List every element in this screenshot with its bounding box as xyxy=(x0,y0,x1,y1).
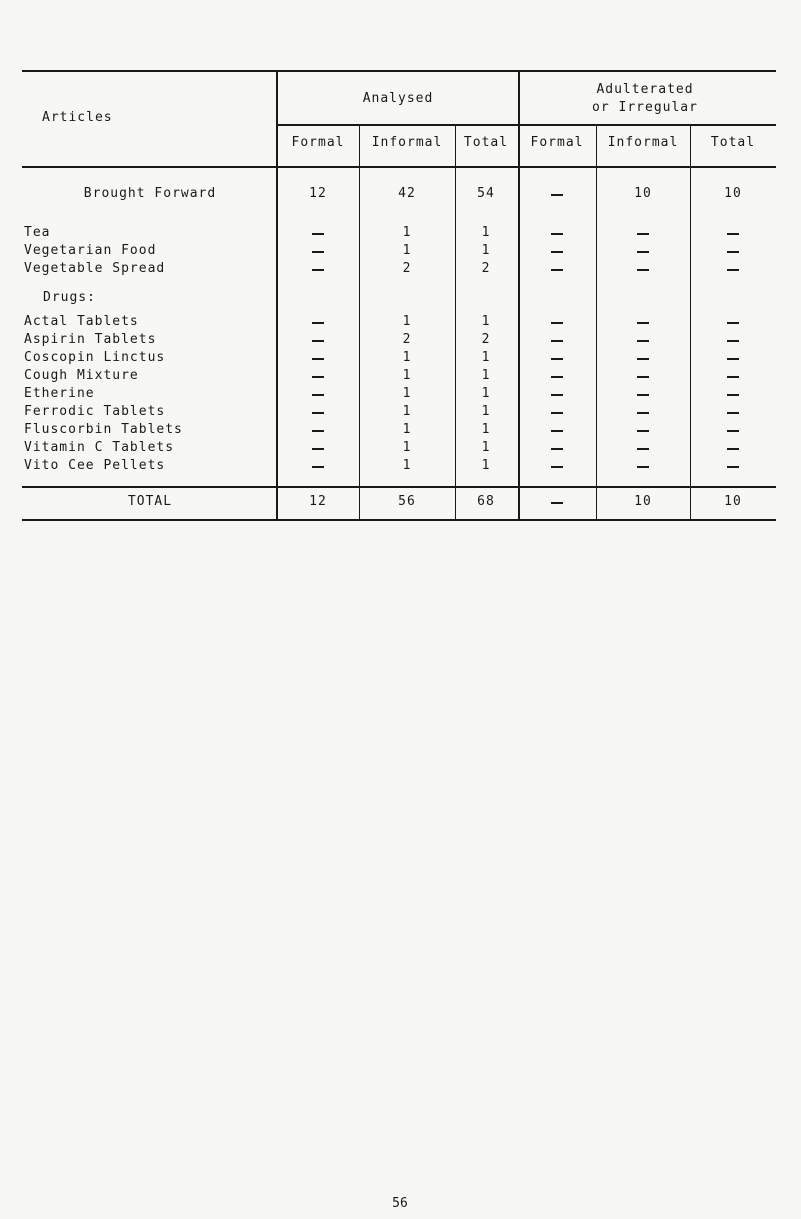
subheader-rule xyxy=(277,124,776,126)
cell-x-informal-dash xyxy=(637,251,649,253)
total-x-total: 10 xyxy=(724,494,742,509)
cell-x-formal-dash xyxy=(551,340,563,342)
cell-x-formal-dash xyxy=(551,430,563,432)
row-label: Fluscorbin Tablets xyxy=(24,422,183,437)
cell-x-formal-dash xyxy=(551,448,563,450)
cell-x-formal-dash xyxy=(551,269,563,271)
cell-x-informal-dash xyxy=(637,322,649,324)
cell-a-formal-dash xyxy=(312,322,324,324)
cell-a-total: 1 xyxy=(481,422,491,437)
cell-x-informal-dash xyxy=(637,340,649,342)
cell-x-informal: 10 xyxy=(634,186,652,201)
page-number: 56 xyxy=(392,1196,408,1211)
cell-a-total: 1 xyxy=(481,458,491,473)
row-label: Tea xyxy=(24,225,51,240)
row-label: Vegetarian Food xyxy=(24,243,157,258)
cell-a-informal: 1 xyxy=(402,422,412,437)
cell-x-total-dash xyxy=(727,430,739,432)
total-a-formal: 12 xyxy=(309,494,327,509)
cell-x-formal-dash xyxy=(551,412,563,414)
cell-x-informal-dash xyxy=(637,376,649,378)
header-adulterated-line2: or Irregular xyxy=(592,100,698,115)
col-divider-analysed xyxy=(518,70,520,520)
cell-x-total-dash xyxy=(727,412,739,414)
cell-a-total: 2 xyxy=(481,261,491,276)
cell-a-informal: 1 xyxy=(402,404,412,419)
cell-x-formal-dash xyxy=(551,394,563,396)
cell-a-informal: 2 xyxy=(402,261,412,276)
row-label: Brought Forward xyxy=(83,186,217,201)
cell-a-total: 54 xyxy=(477,186,495,201)
cell-a-informal: 1 xyxy=(402,458,412,473)
cell-x-formal-dash xyxy=(551,376,563,378)
header-bottom-rule xyxy=(22,166,776,168)
cell-a-informal: 1 xyxy=(402,386,412,401)
cell-a-total: 1 xyxy=(481,350,491,365)
cell-a-total: 1 xyxy=(481,314,491,329)
cell-x-total-dash xyxy=(727,340,739,342)
total-a-total: 68 xyxy=(477,494,495,509)
header-adulterated-line1: Adulterated xyxy=(596,82,694,97)
cell-a-total: 1 xyxy=(481,440,491,455)
row-label: Cough Mixture xyxy=(24,368,139,383)
cell-x-informal-dash xyxy=(637,448,649,450)
cell-a-formal-dash xyxy=(312,394,324,396)
cell-x-formal-dash xyxy=(551,466,563,468)
subheader-analysed-total: Total xyxy=(463,135,509,150)
cell-x-formal-dash xyxy=(551,233,563,235)
cell-a-informal: 42 xyxy=(398,186,416,201)
subheader-adulterated-informal: Informal xyxy=(607,135,679,150)
cell-a-formal: 12 xyxy=(309,186,327,201)
table-bottom-rule xyxy=(22,519,776,521)
cell-a-total: 1 xyxy=(481,404,491,419)
cell-x-total-dash xyxy=(727,466,739,468)
table-top-rule xyxy=(22,70,776,72)
total-x-formal-dash xyxy=(551,502,563,504)
cell-a-informal: 1 xyxy=(402,368,412,383)
total-label: TOTAL xyxy=(127,494,173,509)
cell-x-formal-dash xyxy=(551,194,563,196)
cell-a-total: 1 xyxy=(481,368,491,383)
cell-a-formal-dash xyxy=(312,412,324,414)
cell-x-informal-dash xyxy=(637,233,649,235)
cell-a-formal-dash xyxy=(312,269,324,271)
cell-x-informal-dash xyxy=(637,412,649,414)
col-divider-informal xyxy=(455,125,456,520)
cell-x-total-dash xyxy=(727,376,739,378)
cell-a-formal-dash xyxy=(312,358,324,360)
subheader-analysed-formal: Formal xyxy=(291,135,345,150)
col-divider-articles xyxy=(276,70,278,520)
cell-a-informal: 1 xyxy=(402,440,412,455)
cell-x-formal-dash xyxy=(551,358,563,360)
cell-a-informal: 1 xyxy=(402,243,412,258)
cell-x-total-dash xyxy=(727,251,739,253)
cell-x-informal-dash xyxy=(637,358,649,360)
total-a-informal: 56 xyxy=(398,494,416,509)
cell-x-informal-dash xyxy=(637,466,649,468)
row-label: Ferrodic Tablets xyxy=(24,404,166,419)
cell-a-formal-dash xyxy=(312,251,324,253)
cell-x-formal-dash xyxy=(551,251,563,253)
total-top-rule xyxy=(22,486,776,488)
cell-a-informal: 1 xyxy=(402,225,412,240)
cell-a-formal-dash xyxy=(312,233,324,235)
header-articles: Articles xyxy=(42,110,113,125)
section-label: Drugs: xyxy=(43,290,96,305)
row-label: Vegetable Spread xyxy=(24,261,166,276)
cell-x-total-dash xyxy=(727,448,739,450)
cell-x-total: 10 xyxy=(724,186,742,201)
cell-x-total-dash xyxy=(727,322,739,324)
header-analysed: Analysed xyxy=(362,91,434,106)
row-label: Etherine xyxy=(24,386,95,401)
cell-x-formal-dash xyxy=(551,322,563,324)
cell-a-informal: 1 xyxy=(402,314,412,329)
cell-a-formal-dash xyxy=(312,466,324,468)
total-x-informal: 10 xyxy=(634,494,652,509)
cell-a-formal-dash xyxy=(312,448,324,450)
col-divider-adult-formal xyxy=(596,125,597,520)
cell-a-informal: 1 xyxy=(402,350,412,365)
cell-a-formal-dash xyxy=(312,376,324,378)
cell-a-formal-dash xyxy=(312,340,324,342)
cell-x-informal-dash xyxy=(637,394,649,396)
cell-a-total: 1 xyxy=(481,243,491,258)
row-label: Aspirin Tablets xyxy=(24,332,157,347)
row-label: Actal Tablets xyxy=(24,314,139,329)
row-label: Vito Cee Pellets xyxy=(24,458,166,473)
row-label: Vitamin C Tablets xyxy=(24,440,175,455)
cell-a-informal: 2 xyxy=(402,332,412,347)
cell-a-formal-dash xyxy=(312,430,324,432)
col-divider-formal xyxy=(359,125,360,520)
subheader-adulterated-formal: Formal xyxy=(530,135,584,150)
subheader-analysed-informal: Informal xyxy=(371,135,443,150)
cell-x-total-dash xyxy=(727,269,739,271)
subheader-adulterated-total: Total xyxy=(710,135,756,150)
row-label: Coscopin Linctus xyxy=(24,350,166,365)
cell-x-informal-dash xyxy=(637,269,649,271)
cell-x-total-dash xyxy=(727,358,739,360)
cell-x-total-dash xyxy=(727,394,739,396)
cell-a-total: 1 xyxy=(481,386,491,401)
cell-x-total-dash xyxy=(727,233,739,235)
cell-a-total: 1 xyxy=(481,225,491,240)
col-divider-adult-informal xyxy=(690,125,691,520)
cell-x-informal-dash xyxy=(637,430,649,432)
cell-a-total: 2 xyxy=(481,332,491,347)
